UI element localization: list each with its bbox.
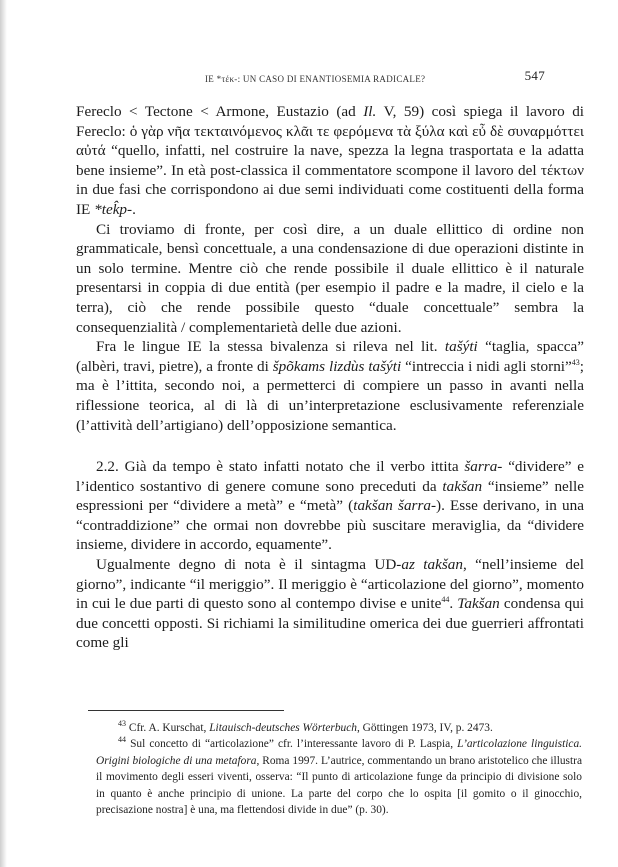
paragraph-lingue-ie: Fra le lingue IE la stessa bivalenza si rileva nel lit. tašýti “taglia, spacca” (albèri, travi, pietre), a fronte di špõkams lizdùs tašýti “intreccia i nidi agli storni”$^{43}$; ma è l’ittita, secondo noi, a permetterci di compiere un passo in avanti nella riflessione teorica, al di là di un’interpretazione esclusivamente referenziale (l’attività dell’artigiano) dell’opposizione semantica. — [76, 338, 585, 434]
page-number: 547 — [524, 68, 545, 83]
running-title: IE *τέκ-: UN CASO DI ENANTIOSEMIA RADICALE? — [205, 74, 426, 84]
footnote-divider — [88, 710, 284, 711]
paragraph-section-2-2: 2.2. Già da tempo è stato infatti notato che il verbo ittita šarra- “dividere” e l’identico sostantivo di genere comune sono preceduti da takšan “insieme” nelle espressioni per “dividere a metà” e “metà” (takšan šarra-). Esse derivano, in una “contraddizione” che ormai non dovrebbe più suscitare meraviglia, da “dividere insieme, dividere in accordo, equamente”. — [76, 458, 584, 554]
footnote-44: $^{44}$ Sul concetto di “articolazione” cfr. l’interessante lavoro di P. Laspia, L’articolazione linguistica. Origini biologiche di una metafora, Roma 1997. L’autrice, commentando un brano aristotelico che illustra il movimento degli esseri viventi, osserva: “Il punto di articolazione funge da principio di divisione solo in quanto è anche principio di unione. La parte del corpo che lo ospita [il gomito o il ginocchio, precisazione nostra] è una, ma flettendosi divide in due” (p. 30). — [96, 735, 582, 817]
footnote-ref-44[interactable]: 44 — [441, 595, 450, 605]
footnote-ref-43[interactable]: 43 — [571, 357, 580, 367]
paragraph-duale-ellittico: Ci troviamo di fronte, per così dire, a un duale ellittico di ordine non grammaticale, bensì concettuale, a una condensazione di due operazioni distinte in un solo termine. Mentre ciò che rende possibile il duale ellittico è il naturale presentarsi in coppia di due entità (per esempio il padre e la madre, il cielo e la terra), ciò che rende possibile questo “duale concettuale” sembra la consequenzialità / complementarietà delle due azioni. — [76, 220, 584, 336]
scan-shadow-edge — [0, 0, 7, 867]
footnotes — [96, 720, 582, 818]
main-text — [76, 102, 584, 653]
paragraph-meriggio: Ugualmente degno di nota è il sintagma UD-az takšan, “nell’insieme del giorno”, indicante “il meriggio”. Il meriggio è “articolazione del giorno”, momento in cui le due parti di questo sono al contempo divise e unite$^{44}$. Takšan condensa qui due concetti opposti. Si richiami la similitudine omerica dei due guerrieri affrontati come gli — [76, 556, 585, 652]
footnote-43: $^{43}$ Cfr. A. Kurschat, Litauisch-deutsches Wörterbuch, Göttingen 1973, IV, p. 2473. — [118, 719, 493, 734]
paragraph-fereclo: Fereclo < Tectone < Armone, Eustazio (ad Il. V, 59) così spiega il lavoro di Fereclo: ὁ γὰρ νῆα τεκταινόμενος κλᾶι τε φερόμενα τὰ ξύλα καὶ εὖ δὲ συναρμόττει αὐτά “quello, infatti, nel costruire la nave, spezza la legna trasportata e la adatta bene insieme”. In età post-classica il commentatore scompone il lavoro del τέκτων in due fasi che corrispondono ai due semi individuati come costituenti della forma IE *tek̂p-. — [76, 103, 585, 218]
page-header — [205, 68, 545, 88]
